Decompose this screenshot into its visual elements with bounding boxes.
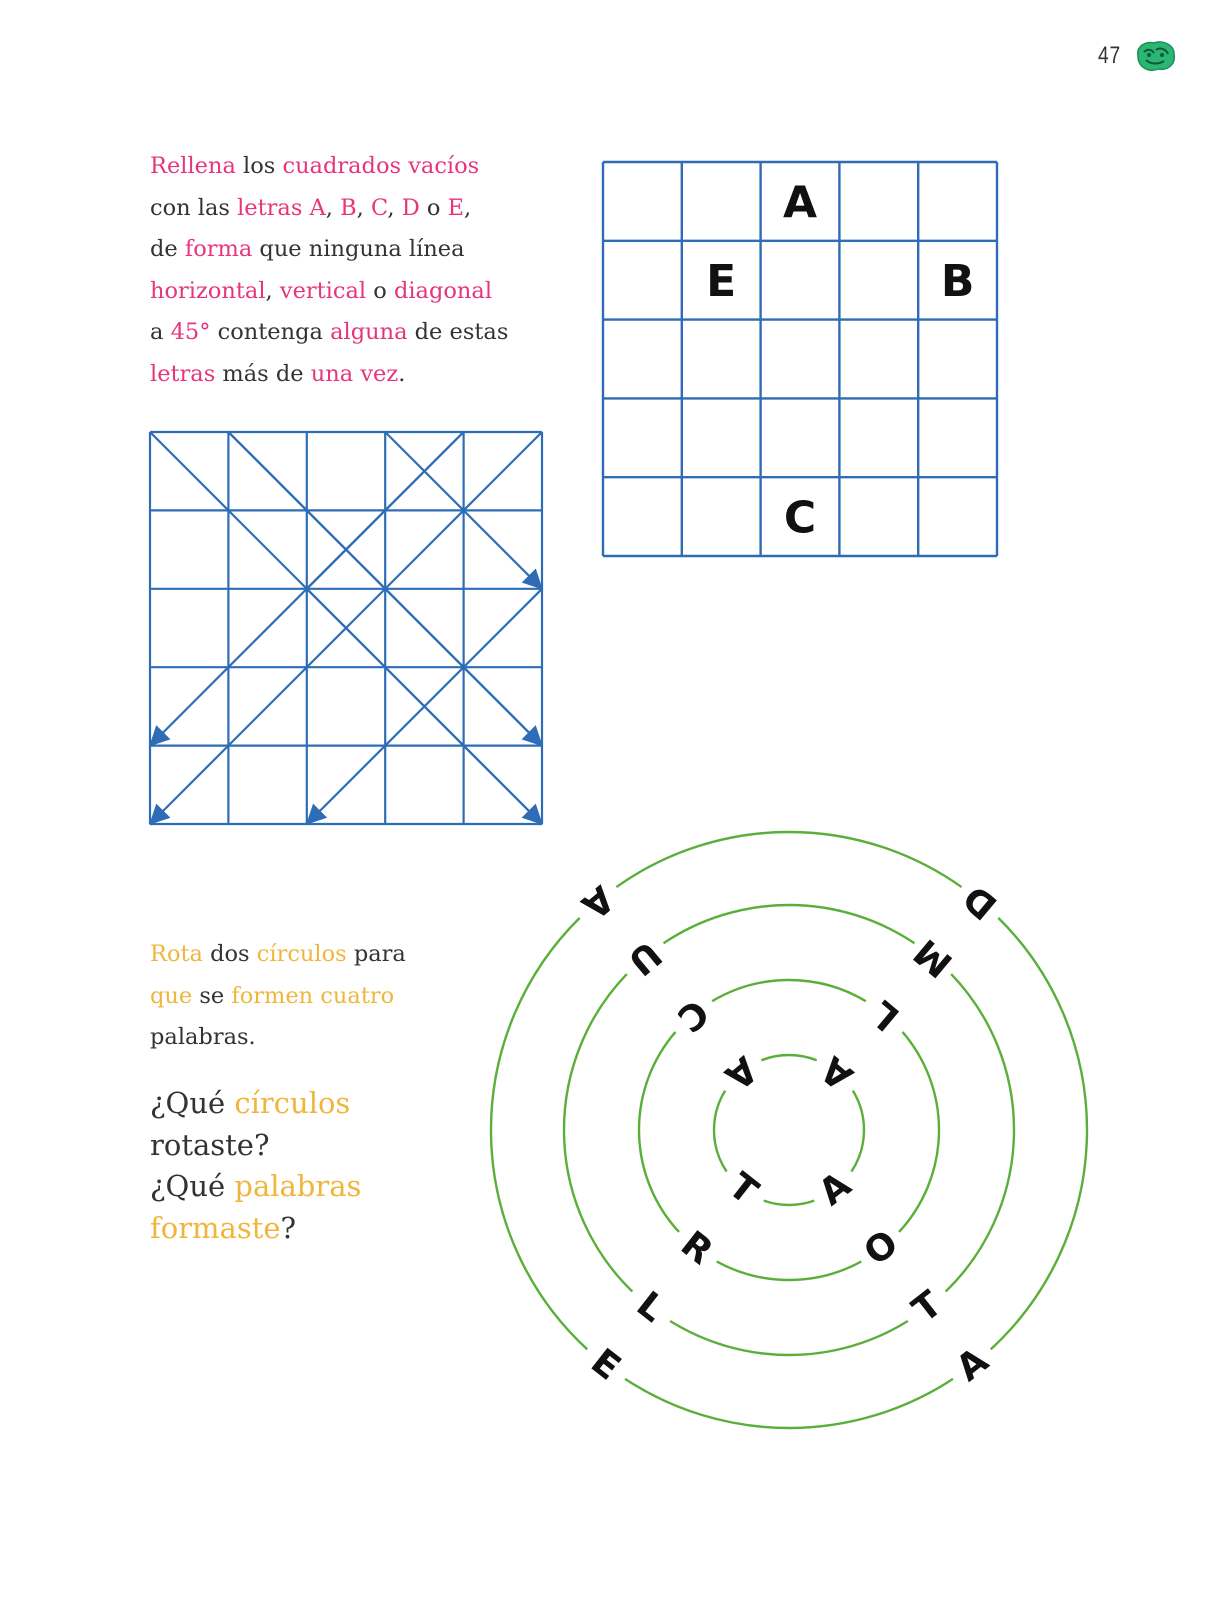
instruction-text: círculos [256, 941, 347, 967]
ring-letter: O [856, 1222, 907, 1274]
ring-letter: M [906, 930, 961, 985]
instruction-text: a [150, 319, 171, 346]
ring-letter: T [720, 1165, 766, 1213]
grid-letter: E [706, 256, 737, 308]
ring-arc [899, 1032, 939, 1232]
instruction-text: o [366, 277, 394, 304]
instruction-text: de [150, 236, 185, 263]
ring-arc [670, 1321, 908, 1355]
ring-arc [851, 1091, 864, 1172]
ring-arc [714, 1091, 727, 1172]
ring-arc [712, 980, 866, 1001]
ring-letter: A [573, 877, 622, 927]
instruction-text: , [464, 194, 472, 221]
instruction-text: cuadrados vacíos [282, 153, 480, 179]
instruction-text: horizontal [150, 277, 266, 304]
ring-arc [946, 974, 1014, 1292]
instruction-text: B [340, 194, 357, 221]
ring-letter: R [673, 1223, 721, 1273]
grid-letter: B [940, 256, 975, 308]
instruction-text: dos [202, 941, 257, 967]
ring-letter: E [583, 1341, 628, 1389]
instruction-text: vertical [279, 277, 367, 304]
ring-arc [491, 918, 587, 1349]
instruction-text: una vez [310, 360, 399, 387]
question-text: formaste [150, 1210, 281, 1245]
ring-inner[interactable] [714, 1048, 864, 1214]
ring-third[interactable] [639, 980, 939, 1280]
instruction-text: alguna [330, 319, 408, 346]
instruction-text: C [370, 194, 388, 221]
question-text: círculos [234, 1086, 351, 1120]
question-text: palabras [234, 1169, 362, 1203]
ring-letter: A [811, 1164, 859, 1214]
ring-letter: A [813, 1047, 862, 1098]
ring-second[interactable] [564, 905, 1014, 1355]
instruction-text: , [356, 194, 371, 221]
instruction-text: con las [150, 194, 238, 221]
instruction-text: o [419, 194, 448, 221]
question-text: ¿Qué [150, 1169, 235, 1203]
ring-arc [764, 1201, 814, 1205]
ring-arc [564, 974, 632, 1292]
ring-arc [639, 1032, 679, 1232]
instruction-text: E [447, 194, 465, 221]
instruction-text: diagonal [393, 277, 493, 304]
instruction-text: , [265, 277, 280, 304]
ring-outer[interactable] [491, 832, 1087, 1428]
ring-arc [664, 905, 915, 943]
instruction-text: D [401, 194, 420, 221]
question-text: ¿Qué [150, 1086, 235, 1120]
page-number: 47 [1098, 42, 1121, 69]
ring-arc [717, 1261, 862, 1280]
instruction-text: letras A [237, 194, 326, 221]
ring-letter: D [955, 876, 1006, 928]
ring-letter: A [716, 1047, 765, 1098]
instruction-text: se [192, 982, 232, 1009]
instruction-text: , [325, 194, 341, 221]
instruction-text: Rota [150, 941, 203, 967]
ring-arc [616, 832, 961, 887]
grid-letter: C [783, 492, 817, 544]
ring-arc [625, 1379, 953, 1428]
ring-letter: L [628, 1284, 673, 1331]
question-text: rotaste? [150, 1127, 270, 1162]
instruction-text: formen cuatro [231, 982, 395, 1009]
ring-arc [761, 1055, 816, 1060]
instruction-text: 45° [170, 319, 211, 346]
ring-letter: U [619, 932, 669, 983]
ring-letter: A [948, 1340, 997, 1390]
instruction-text: palabras. [150, 1024, 256, 1051]
grid-letter: A [782, 177, 818, 229]
instruction-text: , [387, 194, 402, 221]
question-text: ? [280, 1210, 297, 1245]
instruction-text: los [235, 153, 283, 179]
instruction-text: Rellena [150, 153, 236, 179]
ring-letter: L [863, 992, 908, 1039]
instruction-text: contenga [210, 319, 331, 346]
instruction-text: más de [215, 360, 311, 387]
ring-letter: T [905, 1283, 950, 1332]
instruction-text: . [398, 360, 406, 387]
instruction-text: forma [184, 236, 253, 263]
instruction-text: para [346, 941, 406, 967]
instruction-text: que [150, 982, 193, 1009]
instruction-text: de estas [407, 319, 509, 346]
instruction-text: que ninguna línea [252, 236, 465, 263]
ring-letter: C [669, 990, 716, 1040]
ring-arc [991, 918, 1087, 1349]
instruction-text: letras [150, 360, 216, 387]
